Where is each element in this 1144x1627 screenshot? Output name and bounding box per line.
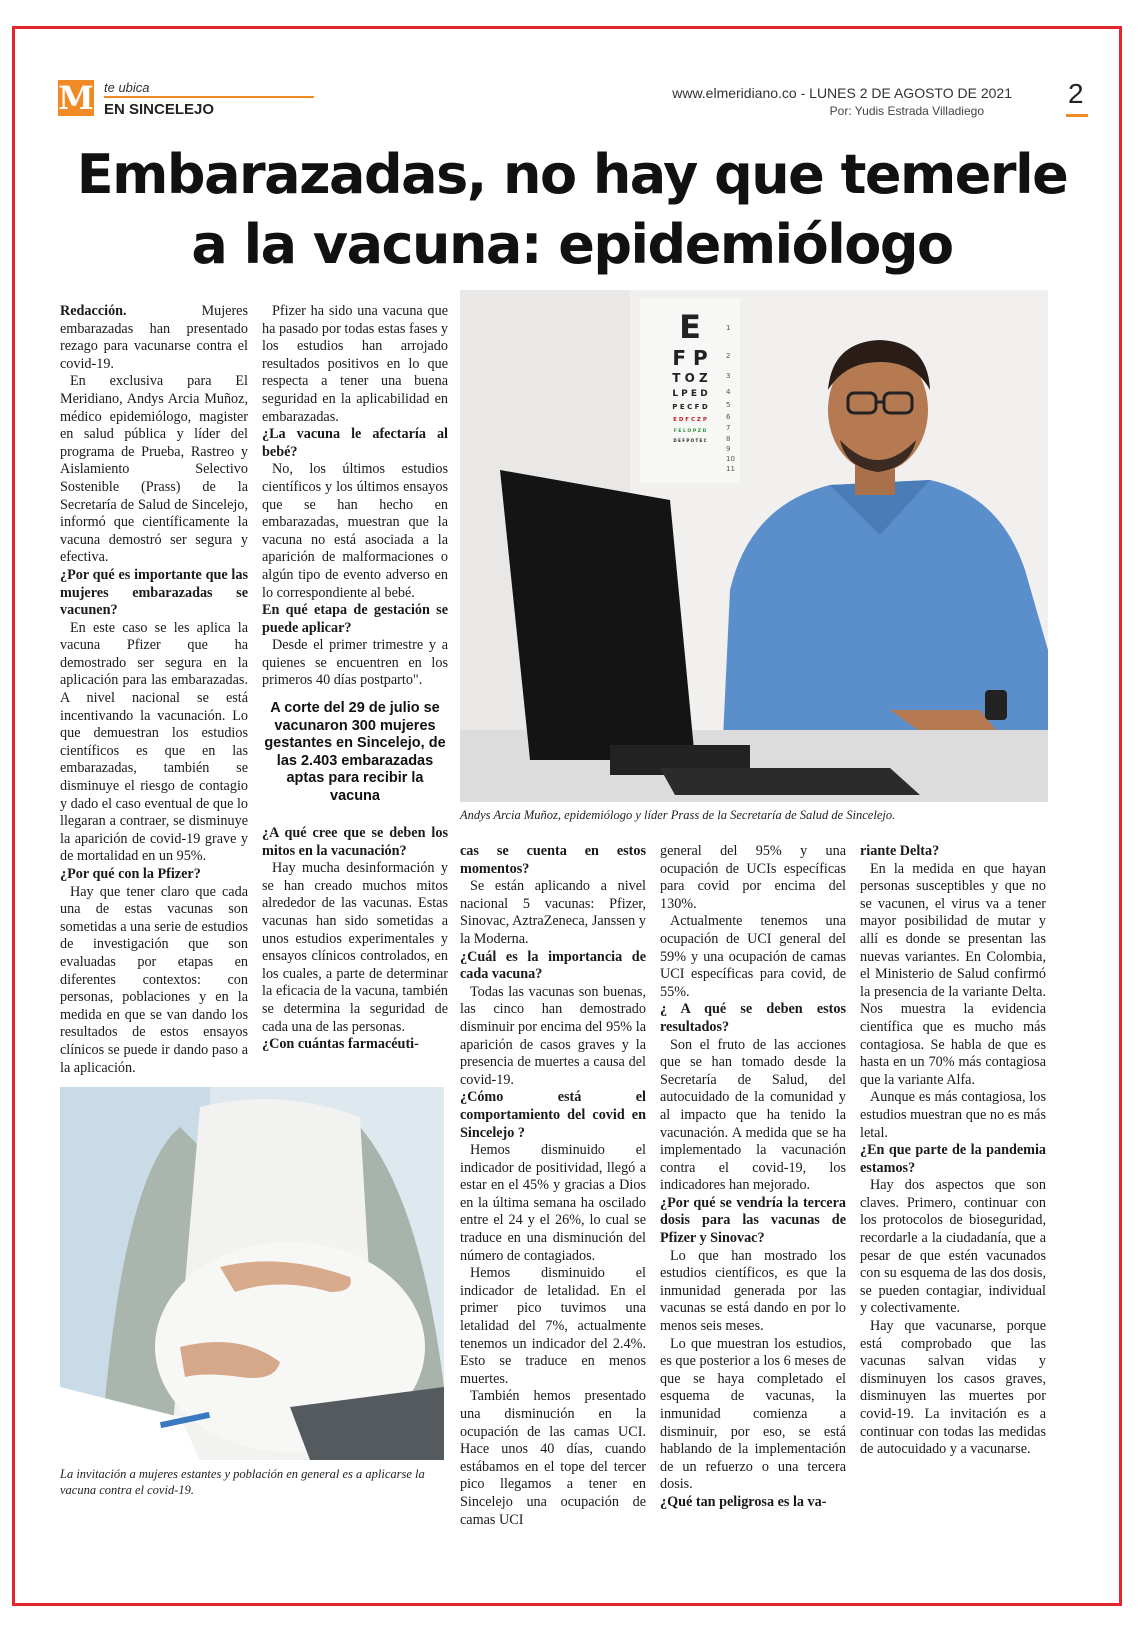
eye-chart-number: 9	[726, 445, 731, 453]
paragraph: Son el fruto de las acciones que se han tomado desde la Secretaría de Salud, del autocuidado de la comunidad y al impacto que ha tenido la vacunación. A medida que se ha implementado la vacunación contra el covid-19, los indicadores han mejorado.	[660, 1036, 846, 1194]
interview-question: ¿Por qué es importante que las mujeres embarazadas se vacunen?	[60, 566, 248, 619]
eye-chart-row: E D F C Z P	[673, 417, 707, 423]
paragraph: No, los últimos estudios científicos y los últimos ensayos que se han hecho en embarazadas, muestran que la vacuna no está asociada a la aparición de malformaciones o algún tipo de evento adverso en lo correspondiente al bebé.	[262, 461, 448, 601]
publication-date-line: www.elmeridiano.co - LUNES 2 DE AGOSTO DE 2021	[672, 85, 1012, 101]
article-column-2-continued	[262, 825, 448, 1054]
page-number-underline	[1066, 114, 1088, 117]
eye-chart-row: T O Z	[672, 371, 708, 385]
paragraph: Aunque es más contagiosa, los estudios muestran que no es más letal.	[860, 1089, 1046, 1141]
paragraph: Actualmente tenemos una ocupación de UCI general del 59% y una ocupación de camas UCI específicas para covid, de 55%.	[660, 913, 846, 1000]
article-column-3	[460, 843, 646, 1529]
eye-chart-number: 10	[726, 455, 735, 463]
article-column-1	[60, 303, 248, 1077]
paragraph: Hay dos aspectos que son claves. Primero, continuar con los protocolos de bioseguridad, recordarle a la ciudadanía, que a pesar de que estén vacunados con su esquema de las dos dosis, se pueden contagiar, individual y colectivamente.	[860, 1177, 1046, 1317]
paragraph: En la medida en que hayan personas susceptibles y que no se vacunen, el virus va a tener mayor posibilidad de mutar y allí es donde se presentan las nuevas variantes. En Colombia, el Ministerio de Salud confirmó la presencia de la variante Delta. Nos muestra la evidencia científica que es mucho más contagiosa. Se habla de que es hasta en un 70% más contagiosa que la variante Alfa.	[860, 860, 1046, 1088]
interview-question: ¿La vacuna le afectaría al bebé?	[262, 426, 448, 460]
paragraph: Pfizer ha sido una vacuna que ha pasado por todas estas fases y los estudios han arrojado resultados positivos en lo que respecta a tener una buena seguridad en la aplicabilidad en embarazadas.	[262, 303, 448, 425]
lead-label: Redacción.	[60, 303, 127, 319]
eye-chart-number: 3	[726, 372, 731, 380]
interview-question: riante Delta?	[860, 843, 940, 859]
lead-paragraph	[60, 303, 248, 373]
eye-chart-number: 1	[726, 324, 731, 332]
article-column-5	[860, 843, 1046, 1459]
interview-question: ¿Qué tan peligrosa es la va-	[660, 1493, 827, 1510]
paragraph: Hay mucha desinformación y se han creado muchos mitos alrededor de las vacunas. Estas vacunas han sido sometidas a unos estudios experimentales y ensayos clínicos controlados, en los cuales, a parte de determinar la eficacia de la vacuna, también se determina la seguridad de cada una de las personas.	[262, 860, 448, 1035]
interview-question: ¿En que parte de la pandemia estamos?	[860, 1142, 1046, 1176]
paragraph: Desde el primer trimestre y a quienes se encuentren en los primeros 40 días postparto".	[262, 637, 448, 689]
paragraph: Hemos disminuido el indicador de positividad, llegó a estar en el 45% y gracias a Dios en la última semana ha oscilado entre el 24 y el 26%, lo cual se traduce en una disminución del número de contagiados.	[460, 1142, 646, 1264]
eye-chart-number: 5	[726, 401, 731, 409]
headline	[40, 140, 1104, 280]
paragraph: Hay que tener claro que cada una de estas vacunas son sometidas a una serie de estudios de investigación que son evaluadas por etapas en diferentes contextos: con personas, poblaciones y en la medida en que se van dando los resultados de estos ensayos clínicos se puede ir dando paso a la aplicación.	[60, 883, 248, 1076]
eye-chart-row: P E C F D	[672, 403, 708, 411]
interview-question: ¿Cuál es la importancia de cada vacuna?	[460, 948, 646, 983]
interview-question: ¿ A qué se deben estos resultados?	[660, 1001, 846, 1035]
lead-text: Mujeres embarazadas han presentado rezago para vacunarse contra el covid-19.	[60, 303, 248, 372]
article-column-4	[660, 843, 846, 1512]
section-kicker-small: te ubica	[104, 80, 150, 95]
kicker-divider	[104, 96, 314, 98]
paragraph: Hemos disminuido el indicador de letalidad. En el primer pico tuvimos una letalidad del 7%, actualmente tenemos un indicador del 2.4%. Esto se traduce en menos muertes.	[460, 1265, 646, 1387]
paragraph: Todas las vacunas son buenas, las cinco han demostrado disminuir por encima del 95% la aparición de casos graves y la presencia de muertes a causa del covid-19.	[460, 983, 646, 1088]
interview-question: ¿Cómo está el comportamiento del covid en Sincelejo ?	[460, 1089, 646, 1141]
eye-chart-row: E	[679, 308, 701, 346]
eye-chart-number: 8	[726, 435, 731, 443]
paragraph: Hay que vacunarse, porque está comprobado que las vacunas salvan vidas y disminuyen los casos graves, disminuyen las muertes por covid-19. La invitación es a continuar con todas las medidas de autocuidado y a vacunarse.	[860, 1318, 1046, 1458]
eye-chart-row: D E F P O T E C	[673, 438, 707, 443]
interview-question: ¿A qué cree que se deben los mitos en la vacunación?	[262, 825, 448, 859]
pregnant-woman-photo	[60, 1087, 444, 1460]
doctor-photo	[460, 290, 1048, 802]
eye-chart-number: 11	[726, 465, 735, 473]
author-byline: Por: Yudis Estrada Villadiego	[829, 104, 984, 118]
eye-chart-number: 2	[726, 352, 731, 360]
headline-line-1: Embarazadas, no hay que temerle	[76, 143, 1068, 206]
pull-quote: A corte del 29 de julio se vacunaron 300 mujeres gestantes en Sincelejo, de las 2.403 embarazadas aptas para recibir la vacuna	[264, 700, 446, 804]
paragraph: Lo que han mostrado los estudios científicos, es que la inmunidad generada por las vacunas se está dando en por lo menos seis meses.	[660, 1247, 846, 1335]
interview-question: cas se cuenta en estos momentos?	[460, 843, 646, 877]
interview-question: ¿Por qué con la Pfizer?	[60, 866, 201, 882]
eye-chart-row: F P	[672, 346, 708, 370]
logo: M	[58, 79, 94, 117]
interview-question: ¿Por qué se vendría la tercera dosis para las vacunas de Pfizer y Sinovac?	[660, 1194, 846, 1247]
article-column-2	[262, 303, 448, 690]
headline-line-2: a la vacuna: epidemiólogo	[191, 213, 953, 276]
page-number: 2	[1068, 78, 1084, 109]
eye-chart-number: 4	[726, 388, 731, 396]
paragraph: También hemos presentado una disminución en la ocupación de las camas UCI. Hace unos 40 días, cuando estábamos en el tope del tercer pico llegamos a tener en Sincelejo una ocupación de camas UCI	[460, 1388, 646, 1528]
interview-question: ¿Con cuántas farmacéuti-	[262, 1036, 419, 1053]
photo-caption: Andys Arcia Muñoz, epidemiólogo y líder Prass de la Secretaría de Salud de Sincelejo.	[460, 808, 896, 822]
eye-chart-number: 6	[726, 413, 731, 421]
section-kicker: EN SINCELEJO	[104, 101, 215, 118]
paragraph: En este caso se les aplica la vacuna Pfizer que ha demostrado ser segura en la aplicación para las embarazadas. A nivel nacional se está incentivando la vacunación. Lo que demuestran los estudios científicos es que en las embarazadas, también se disminuye el riesgo de contagio y dado el caso eventual de que lo llegaran a contraer, se disminuye la aparición de covid-19 grave y de mortalidad en un 95%.	[60, 619, 248, 865]
paragraph: general del 95% y una ocupación de UCIs específicas para covid por encima del 130%.	[660, 843, 846, 912]
paragraph: Lo que muestran los estudios, es que posterior a los 6 meses de que se haya completado el esquema de vacunas, la inmunidad comienza a disminuir, por eso, se está hablando de la implementación de un refuerzo o una tercera dosis.	[660, 1335, 846, 1493]
paragraph: Se están aplicando a nivel nacional 5 vacunas: Pfizer, Sinovac, AztraZeneca, Janssen y la Moderna.	[460, 878, 646, 947]
eye-chart-row: F E L O P Z D	[673, 429, 707, 434]
eye-chart-row: L P E D	[672, 389, 708, 399]
interview-question: En qué etapa de gestación se puede aplicar?	[262, 602, 448, 636]
eye-chart-number: 7	[726, 424, 731, 432]
photo-caption: La invitación a mujeres estantes y población en general es a aplicarse la vacuna contra el covid-19.	[60, 1467, 425, 1497]
paragraph: En exclusiva para El Meridiano, Andys Arcia Muñoz, médico epidemiólogo, magister en salud pública y líder del programa de Prueba, Rastreo y Aislamiento Selectivo Sostenible (Prass) de la Secretaría de Salud de Sincelejo, informó que científicamente la vacuna demostró ser segura y efectiva.	[60, 373, 248, 566]
